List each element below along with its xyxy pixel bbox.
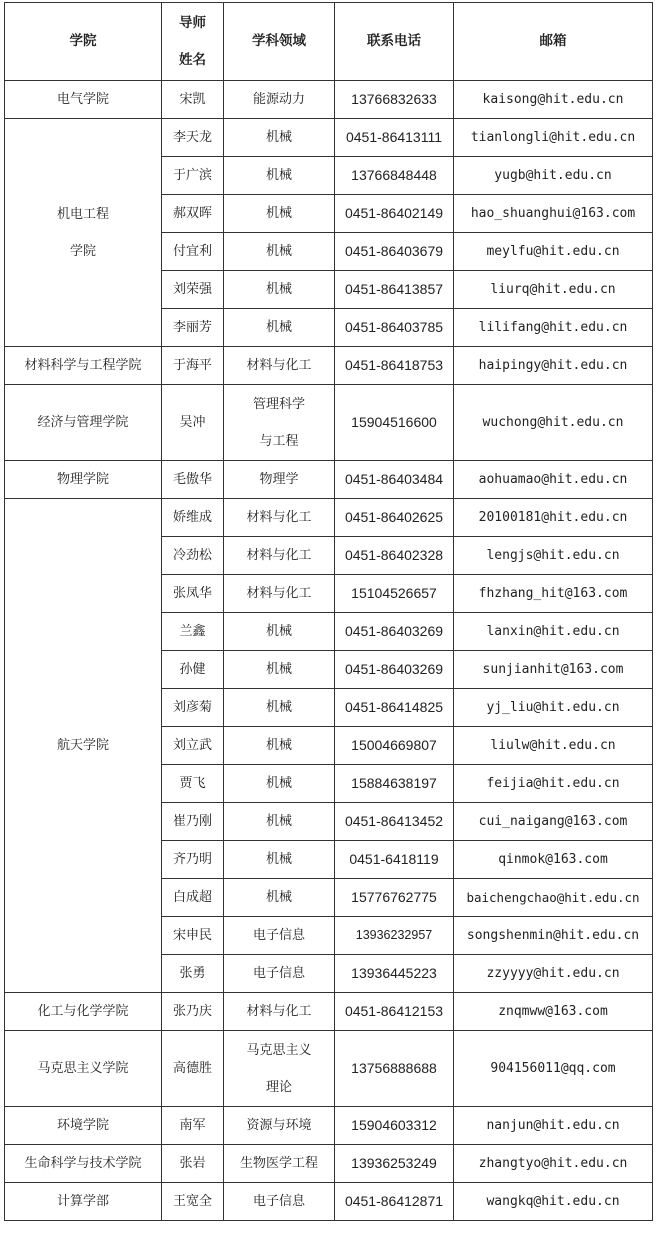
- phone-cell: 0451-86403785: [335, 309, 454, 347]
- email-cell: wangkq@hit.edu.cn: [454, 1183, 653, 1221]
- advisor-cell: 李天龙: [162, 119, 224, 157]
- email-cell: feijia@hit.edu.cn: [454, 765, 653, 803]
- email-cell: cui_naigang@163.com: [454, 803, 653, 841]
- email-cell: fhzhang_hit@163.com: [454, 575, 653, 613]
- advisor-cell: 贾飞: [162, 765, 224, 803]
- field-cell: 能源动力: [224, 81, 335, 119]
- field-cell: 机械: [224, 879, 335, 917]
- advisor-cell: 高德胜: [162, 1031, 224, 1107]
- phone-cell: 15884638197: [335, 765, 454, 803]
- phone-cell: 0451-86403269: [335, 651, 454, 689]
- email-cell: wuchong@hit.edu.cn: [454, 385, 653, 461]
- email-cell: nanjun@hit.edu.cn: [454, 1107, 653, 1145]
- header-phone: 联系电话: [335, 3, 454, 81]
- advisor-cell: 张勇: [162, 955, 224, 993]
- college-cell: 电气学院: [5, 81, 162, 119]
- field-cell: 材料与化工: [224, 347, 335, 385]
- college-cell: 计算学部: [5, 1183, 162, 1221]
- email-cell: lengjs@hit.edu.cn: [454, 537, 653, 575]
- field-cell: [224, 1031, 335, 1107]
- email-cell: znqmww@163.com: [454, 993, 653, 1031]
- field-cell: 机械: [224, 841, 335, 879]
- phone-cell: 0451-86418753: [335, 347, 454, 385]
- advisor-cell: 南军: [162, 1107, 224, 1145]
- field-cell: 材料与化工: [224, 575, 335, 613]
- field-cell: 机械: [224, 233, 335, 271]
- email-cell: aohuamao@hit.edu.cn: [454, 461, 653, 499]
- email-cell: sunjianhit@163.com: [454, 651, 653, 689]
- phone-cell: 0451-86413857: [335, 271, 454, 309]
- email-cell: meylfu@hit.edu.cn: [454, 233, 653, 271]
- field-cell: 机械: [224, 689, 335, 727]
- advisor-cell: 宋凯: [162, 81, 224, 119]
- advisor-cell: 兰鑫: [162, 613, 224, 651]
- phone-cell: 15104526657: [335, 575, 454, 613]
- email-cell: liulw@hit.edu.cn: [454, 727, 653, 765]
- phone-cell: 0451-86403269: [335, 613, 454, 651]
- advisor-cell: 付宜利: [162, 233, 224, 271]
- college-cell: 航天学院: [5, 499, 162, 993]
- email-cell: songshenmin@hit.edu.cn: [454, 917, 653, 955]
- table-header-row: [5, 3, 653, 81]
- field-cell: 电子信息: [224, 1183, 335, 1221]
- phone-cell: 0451-86402149: [335, 195, 454, 233]
- field-cell: 机械: [224, 157, 335, 195]
- table-row: [5, 1183, 653, 1221]
- phone-cell: 0451-6418119: [335, 841, 454, 879]
- advisor-cell: 孙健: [162, 651, 224, 689]
- phone-cell: 13766848448: [335, 157, 454, 195]
- header-email: 邮箱: [454, 3, 653, 81]
- field-cell: 材料与化工: [224, 499, 335, 537]
- college-line1: 机电工程: [56, 206, 109, 222]
- header-advisor-line2: 姓名: [179, 51, 206, 68]
- field-cell: 机械: [224, 765, 335, 803]
- field-cell: 电子信息: [224, 955, 335, 993]
- email-cell: yj_liu@hit.edu.cn: [454, 689, 653, 727]
- table-row: [5, 119, 653, 157]
- phone-cell: 15776762775: [335, 879, 454, 917]
- advisor-cell: 娇维成: [162, 499, 224, 537]
- phone-cell: 0451-86412871: [335, 1183, 454, 1221]
- email-cell: haipingy@hit.edu.cn: [454, 347, 653, 385]
- table-row: [5, 1031, 653, 1107]
- table-row: [5, 993, 653, 1031]
- advisor-cell: 毛傲华: [162, 461, 224, 499]
- table-row: [5, 81, 653, 119]
- advisor-cell: 白成超: [162, 879, 224, 917]
- college-cell: 物理学院: [5, 461, 162, 499]
- field-cell: 生物医学工程: [224, 1145, 335, 1183]
- table-row: [5, 1107, 653, 1145]
- advisor-cell: 宋申民: [162, 917, 224, 955]
- table-row: [5, 461, 653, 499]
- field-cell: 机械: [224, 195, 335, 233]
- email-cell: hao_shuanghui@163.com: [454, 195, 653, 233]
- advisor-cell: 于广滨: [162, 157, 224, 195]
- email-cell: 20100181@hit.edu.cn: [454, 499, 653, 537]
- header-field: 学科领域: [224, 3, 335, 81]
- phone-cell: 13936445223: [335, 955, 454, 993]
- college-line2: 学院: [69, 243, 96, 259]
- phone-cell: 15904516600: [335, 385, 454, 461]
- phone-cell: 13756888688: [335, 1031, 454, 1107]
- college-cell: 化工与化学学院: [5, 993, 162, 1031]
- email-cell: tianlongli@hit.edu.cn: [454, 119, 653, 157]
- advisor-cell: 张岩: [162, 1145, 224, 1183]
- advisor-cell: 齐乃明: [162, 841, 224, 879]
- email-cell: lanxin@hit.edu.cn: [454, 613, 653, 651]
- college-cell: 生命科学与技术学院: [5, 1145, 162, 1183]
- email-cell: zzyyyy@hit.edu.cn: [454, 955, 653, 993]
- phone-cell: 13936253249: [335, 1145, 454, 1183]
- phone-cell: 15004669807: [335, 727, 454, 765]
- advisor-cell: 吴冲: [162, 385, 224, 461]
- phone-cell: 0451-86413111: [335, 119, 454, 157]
- advisor-cell: 崔乃刚: [162, 803, 224, 841]
- field-line1: 马克思主义: [246, 1042, 312, 1058]
- field-line1: 管理科学: [252, 396, 305, 412]
- email-cell: baichengchao@hit.edu.cn: [454, 879, 653, 917]
- table-row: [5, 499, 653, 537]
- advisor-cell: 王宽全: [162, 1183, 224, 1221]
- field-line2: 与工程: [259, 433, 299, 449]
- college-cell: 材料科学与工程学院: [5, 347, 162, 385]
- field-cell: 机械: [224, 727, 335, 765]
- phone-cell: 0451-86403484: [335, 461, 454, 499]
- field-cell: 材料与化工: [224, 537, 335, 575]
- table-row: [5, 347, 653, 385]
- college-cell: 环境学院: [5, 1107, 162, 1145]
- field-cell: 资源与环境: [224, 1107, 335, 1145]
- email-cell: qinmok@163.com: [454, 841, 653, 879]
- advisor-cell: 冷劲松: [162, 537, 224, 575]
- advisor-cell: 张乃庆: [162, 993, 224, 1031]
- field-cell: 机械: [224, 119, 335, 157]
- email-cell: liurq@hit.edu.cn: [454, 271, 653, 309]
- field-cell: 机械: [224, 271, 335, 309]
- phone-cell: 13936232957: [335, 917, 454, 955]
- email-cell: lilifang@hit.edu.cn: [454, 309, 653, 347]
- phone-cell: 13766832633: [335, 81, 454, 119]
- college-cell: [5, 119, 162, 347]
- field-line2: 理论: [265, 1079, 292, 1095]
- advisor-cell: 李丽芳: [162, 309, 224, 347]
- field-cell: 机械: [224, 651, 335, 689]
- header-advisor-name: [162, 3, 224, 81]
- advisor-cell: 刘彦菊: [162, 689, 224, 727]
- field-cell: 物理学: [224, 461, 335, 499]
- email-cell: kaisong@hit.edu.cn: [454, 81, 653, 119]
- field-cell: 电子信息: [224, 917, 335, 955]
- phone-cell: 0451-86414825: [335, 689, 454, 727]
- header-advisor-line1: 导师: [179, 14, 206, 31]
- email-cell: yugb@hit.edu.cn: [454, 157, 653, 195]
- advisor-cell: 刘荣强: [162, 271, 224, 309]
- field-cell: 机械: [224, 613, 335, 651]
- table-row: [5, 1145, 653, 1183]
- phone-cell: 0451-86402328: [335, 537, 454, 575]
- college-cell: 马克思主义学院: [5, 1031, 162, 1107]
- email-cell: zhangtyo@hit.edu.cn: [454, 1145, 653, 1183]
- email-cell: 904156011@qq.com: [454, 1031, 653, 1107]
- table-row: [5, 385, 653, 461]
- advisor-cell: 张凤华: [162, 575, 224, 613]
- phone-cell: 0451-86402625: [335, 499, 454, 537]
- advisor-cell: 郝双晖: [162, 195, 224, 233]
- college-cell: 经济与管理学院: [5, 385, 162, 461]
- header-college: 学院: [5, 3, 162, 81]
- phone-cell: 15904603312: [335, 1107, 454, 1145]
- field-cell: 机械: [224, 309, 335, 347]
- advisor-cell: 于海平: [162, 347, 224, 385]
- advisor-table: [4, 2, 653, 1221]
- phone-cell: 0451-86413452: [335, 803, 454, 841]
- advisor-cell: 刘立武: [162, 727, 224, 765]
- phone-cell: 0451-86403679: [335, 233, 454, 271]
- field-cell: 机械: [224, 803, 335, 841]
- field-cell: [224, 385, 335, 461]
- field-cell: 材料与化工: [224, 993, 335, 1031]
- phone-cell: 0451-86412153: [335, 993, 454, 1031]
